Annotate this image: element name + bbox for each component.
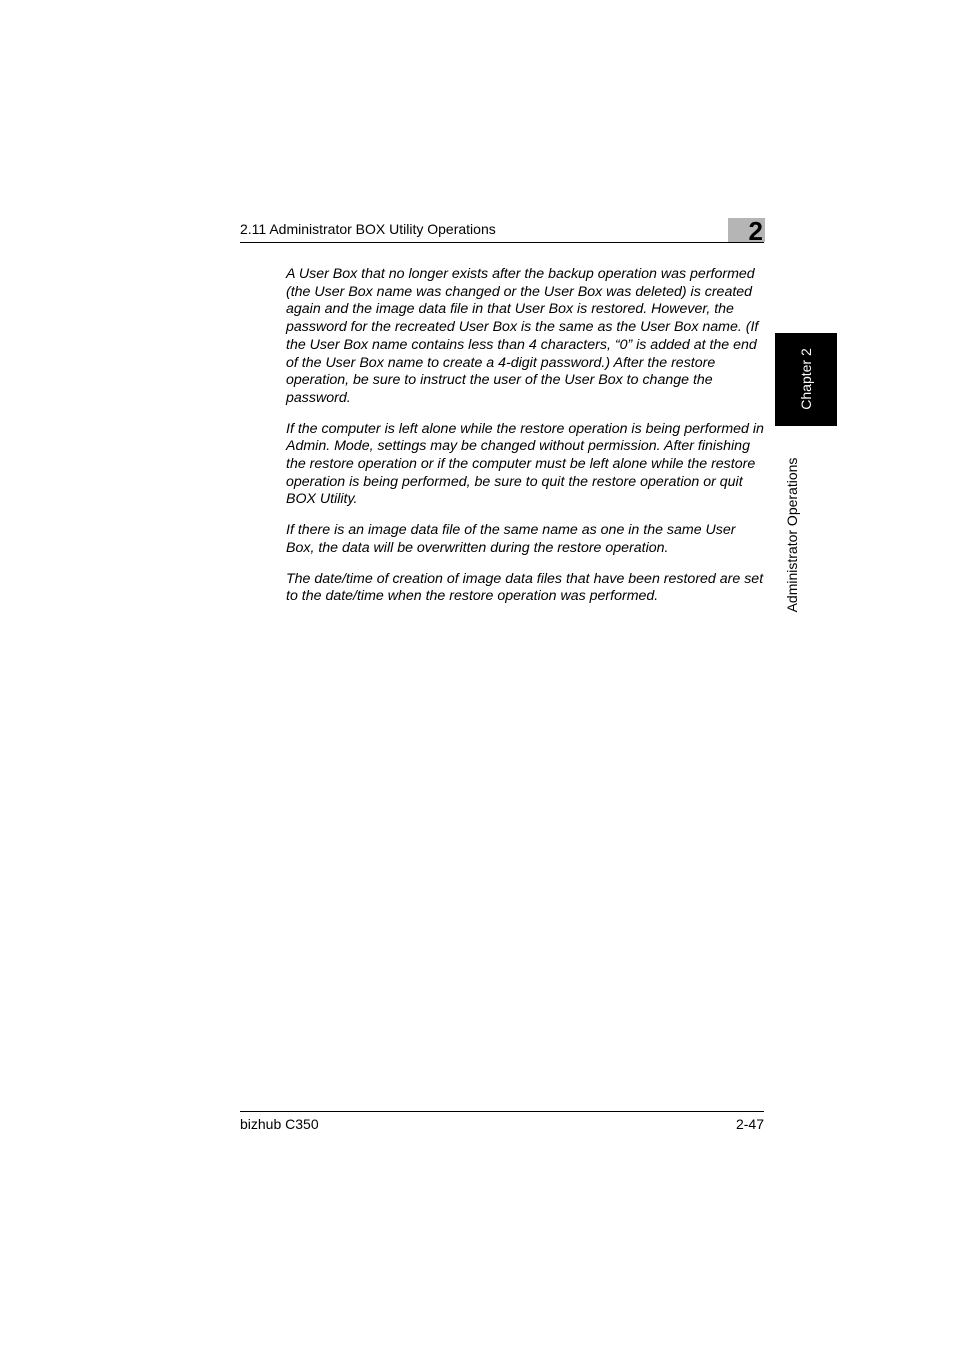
chapter-tab bbox=[775, 333, 837, 426]
section-tab-label: Administrator Operations bbox=[784, 457, 800, 613]
paragraph: The date/time of creation of image data files that have been restored are set to the date/time when the restore operation was performed. bbox=[286, 570, 764, 605]
footer-divider bbox=[240, 1111, 764, 1112]
product-name: bizhub C350 bbox=[240, 1116, 319, 1132]
paragraph: If there is an image data file of the same name as one in the same User Box, the data will be overwritten during the restore operation. bbox=[286, 522, 736, 556]
paragraph: If the computer is left alone while the restore operation is being performed in Admin. Mode, settings may be changed without permission. After finishing the restore operation or if the computer must be left alone while the restore operation is being performed, be sure to quit the restore operation or quit BOX Utility. bbox=[286, 420, 764, 508]
page-number: 2-47 bbox=[735, 1116, 764, 1132]
chapter-number: 2 bbox=[748, 216, 763, 246]
chapter-tab-label: Chapter 2 bbox=[798, 348, 814, 410]
paragraph: A User Box that no longer exists after the backup operation was performed (the User Box name was changed or the User Box was deleted) is created again and the image data file in that User Box is restored. However, the password for the recreated User Box is the same as the User Box name. (If the User Box name contains less than 4 characters, “0” is added at the end of the User Box name to create a 4-digit password.) After the restore operation, be sure to instruct the user of the User Box to change the password. bbox=[286, 266, 759, 406]
body-text bbox=[286, 266, 764, 619]
header-divider bbox=[240, 242, 764, 243]
section-title: 2.11 Administrator BOX Utility Operations bbox=[240, 221, 496, 237]
chapter-number-box bbox=[728, 216, 765, 246]
